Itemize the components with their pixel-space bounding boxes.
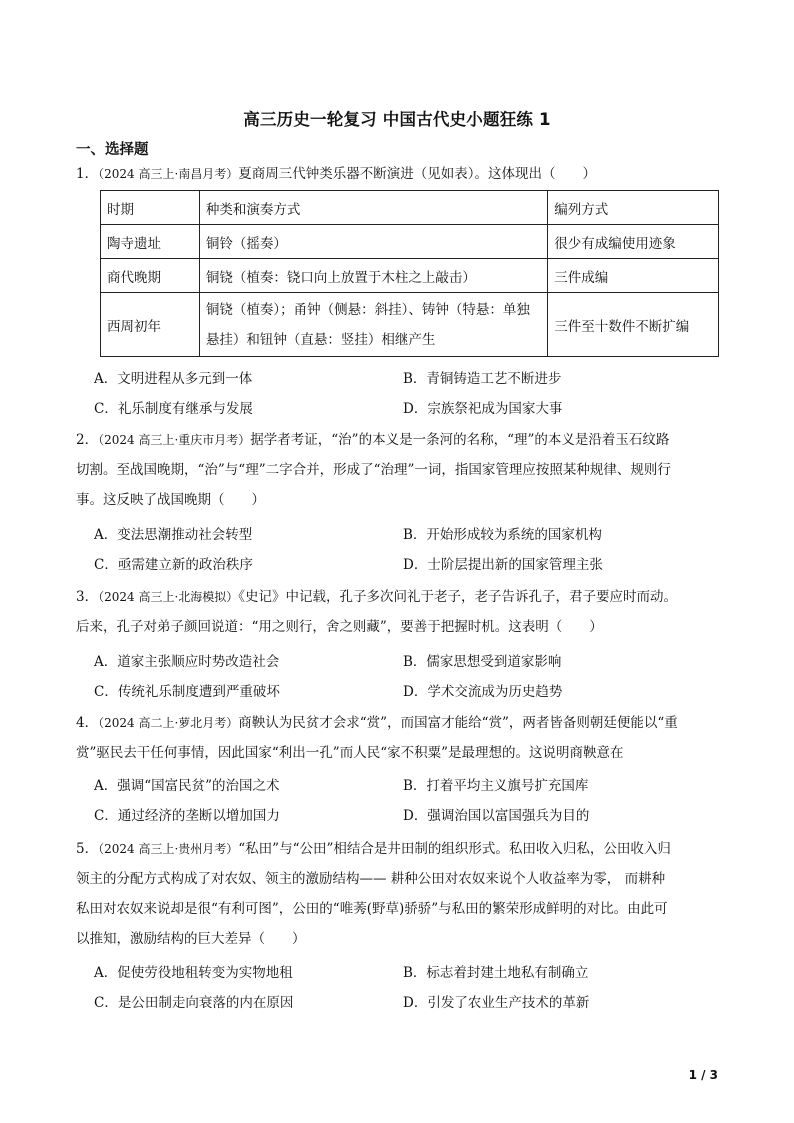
- question-line: 以推知，激励结构的巨大差异（ ）: [76, 931, 306, 947]
- table-cell: 陶寺遗址: [101, 225, 200, 259]
- table-cell: 很少有成编使用迹象: [548, 225, 719, 259]
- table-header-row: [101, 191, 719, 225]
- option-c[interactable]: C．传统礼乐制度遭到严重破坏: [94, 684, 280, 700]
- question-line: [76, 708, 722, 738]
- table-header-cell: 编列方式: [548, 191, 719, 225]
- question-text: 夏商周三代钟类乐器不断演进（见如表）。这体现出（ ）: [238, 166, 597, 182]
- question-1: [76, 159, 722, 189]
- question-line: 私田对农奴来说却是很“有利可图”，公田的“唯莠(野草)骄骄”与私田的繁荣形成鲜明的对比。由此可: [76, 901, 668, 917]
- table-cell: 铜铙（植奏：铙口向上放置于木柱之上敲击）: [199, 259, 547, 293]
- table-cell: 三件成编: [548, 259, 719, 293]
- option-c[interactable]: C．礼乐制度有继承与发展: [94, 401, 253, 417]
- question-line: 赏”驱民去干任何事情，因此国家“利出一孔”而人民“家不积粟”是最理想的。这说明商鞅意在: [76, 745, 624, 761]
- table-header-cell: 种类和演奏方式: [199, 191, 547, 225]
- option-c[interactable]: C．通过经济的垄断以增加国力: [94, 808, 280, 824]
- question-2: [76, 425, 722, 515]
- page-title: 高三历史一轮复习 中国古代史小题狂练 1: [243, 110, 551, 129]
- option-c[interactable]: C．亟需建立新的政治秩序: [94, 557, 253, 573]
- option-b[interactable]: B．儒家思想受到道家影响: [403, 654, 562, 670]
- question-5: [76, 834, 722, 954]
- option-a[interactable]: A．文明进程从多元到一体: [94, 371, 253, 387]
- table-row: [101, 293, 719, 357]
- option-d[interactable]: D．强调治国以富国强兵为目的: [403, 808, 590, 824]
- question-text: 商鞅认为民贫才会求“赏”，而国富才能给“赏”，两者皆备则朝廷便能以“重: [238, 715, 678, 731]
- question-source: （2024 高三上·贵州月考）: [98, 842, 239, 856]
- question-line: 领主的分配方式构成了对农奴、领主的激励结构—— 耕种公田对农奴来说个人收益率为零， 而耕种: [76, 871, 666, 887]
- question-source: （2024 高三上·南昌月考）: [98, 167, 239, 181]
- table-header-cell: 时期: [101, 191, 200, 225]
- question-text: 据学者考证，“治”的本义是一条河的名称，“理”的本义是沿着玉石纹路: [250, 432, 670, 448]
- question-line: [76, 834, 722, 864]
- option-c[interactable]: C．是公田制走向衰落的内在原因: [94, 995, 294, 1011]
- table-cell: 三件至十数件不断扩编: [548, 293, 719, 357]
- question-text: 《史记》中记载，孔子多次问礼于老子，老子告诉孔子，君子要应时而动。: [238, 589, 678, 605]
- page-number: 1 / 3: [688, 1068, 718, 1082]
- question-number: 4．: [76, 715, 99, 731]
- table-row: [101, 225, 719, 259]
- option-d[interactable]: D．学术交流成为历史趋势: [403, 684, 563, 700]
- question-4: [76, 708, 722, 768]
- question-line: 切割。至战国晚期，“治”与“理”二字合并，形成了“治理”一词，指国家管理应按照某种规律、规则行: [76, 462, 671, 478]
- option-b[interactable]: B．青铜铸造工艺不断进步: [403, 371, 562, 387]
- table-cell: 商代晚期: [101, 259, 200, 293]
- table-row: [101, 259, 719, 293]
- question-line: [76, 582, 722, 612]
- option-b[interactable]: B．打着平均主义旗号扩充国库: [403, 778, 589, 794]
- table-cell: 铜铙（植奏）；甬钟（侧悬：斜挂）、铸钟（特悬：单独悬挂）和钮钟（直悬：竖挂）相继产生: [199, 293, 547, 357]
- question-source: （2024 高三上·重庆市月考）: [98, 433, 251, 447]
- section-heading: 一、选择题: [76, 142, 149, 158]
- option-d[interactable]: D．士阶层提出新的国家管理主张: [403, 557, 603, 573]
- question-source: （2024 高二上·萝北月考）: [98, 716, 239, 730]
- question-line: 后来，孔子对弟子颜回说道：“用之则行，舍之则藏”，要善于把握时机。这表明（ ）: [76, 619, 603, 635]
- question-text: “私田”与“公田”相结合是井田制的组织形式。私田收入归私，公田收入归: [238, 841, 671, 857]
- option-a[interactable]: A．道家主张顺应时势改造社会: [94, 654, 280, 670]
- option-d[interactable]: D．宗族祭祀成为国家大事: [403, 401, 563, 417]
- option-a[interactable]: A．强调“国富民贫”的治国之术: [94, 778, 280, 794]
- option-a[interactable]: A．促使劳役地租转变为实物地租: [94, 965, 293, 981]
- table-cell: 西周初年: [101, 293, 200, 357]
- data-table: [100, 190, 719, 357]
- option-d[interactable]: D．引发了农业生产技术的革新: [403, 995, 590, 1011]
- question-number: 3．: [76, 589, 99, 605]
- question-3: [76, 582, 722, 642]
- question-number: 2．: [76, 432, 99, 448]
- question-number: 1．: [76, 166, 99, 182]
- option-b[interactable]: B．标志着封建土地私有制确立: [403, 965, 589, 981]
- question-line: 事。这反映了战国晚期（ ）: [76, 492, 265, 508]
- table-cell: 铜铃（摇奏）: [199, 225, 547, 259]
- question-line: [76, 425, 722, 455]
- question-number: 5．: [76, 841, 99, 857]
- question-source: （2024 高三上·北海模拟）: [98, 590, 239, 604]
- option-b[interactable]: B．开始形成较为系统的国家机构: [403, 527, 602, 543]
- option-a[interactable]: A．变法思潮推动社会转型: [94, 527, 253, 543]
